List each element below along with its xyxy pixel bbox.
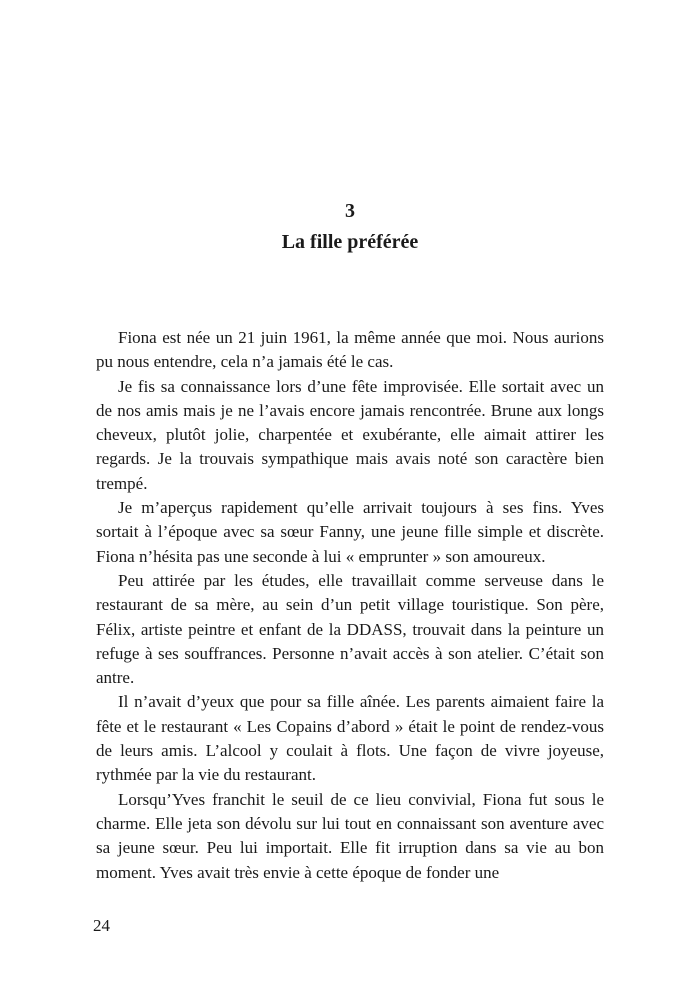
paragraph: Je fis sa connaissance lors d’une fête improvisée. Elle sortait avec un de nos amis mais je ne l’avais encore jamais rencontrée. Brune aux longs cheveux, plutôt jolie, charpentée et exubérante, elle aimait attirer les regards. Je la trouvais sympathique mais avais noté son caractère bien trempé. (96, 376, 604, 493)
paragraph: Lorsqu’Yves franchit le seuil de ce lieu convivial, Fiona fut sous le charme. Elle jeta son dévolu sur lui tout en connaissant son aventure avec sa jeune sœur. Peu lui importait. Elle fit irruption dans sa vie au bon moment. Yves avait très envie à cette époque de fonder une (96, 789, 604, 882)
chapter-heading (96, 198, 604, 256)
paragraph: Fiona est née un 21 juin 1961, la même année que moi. Nous aurions pu nous entendre, cela n’a jamais été le cas. (96, 328, 604, 372)
page-number: 24 (93, 916, 110, 935)
chapter-number: 3 (345, 200, 355, 222)
chapter-body (96, 326, 604, 885)
chapter-title: La fille préférée (281, 231, 419, 253)
paragraph: Il n’avait d’yeux que pour sa fille aînée. Les parents aimaient faire la fête et le restaurant « Les Copains d’abord » était le point de rendez-vous de leurs amis. L’alcool y coulait à flots. Une façon de vivre joyeuse, rythmée par la vie du restaurant. (96, 692, 604, 785)
paragraph: Je m’aperçus rapidement qu’elle arrivait toujours à ses fins. Yves sortait à l’époque avec sa sœur Fanny, une jeune fille simple et discrète. Fiona n’hésita pas une seconde à lui « emprunter » son amoureux. (96, 498, 604, 566)
paragraph: Peu attirée par les études, elle travaillait comme serveuse dans le restaurant de sa mère, au sein d’un petit village touristique. Son père, Félix, artiste peintre et enfant de la DDASS, trouvait dans la peinture un refuge à ses souffrances. Personne n’avait accès à son atelier. C’était son antre. (96, 570, 604, 688)
